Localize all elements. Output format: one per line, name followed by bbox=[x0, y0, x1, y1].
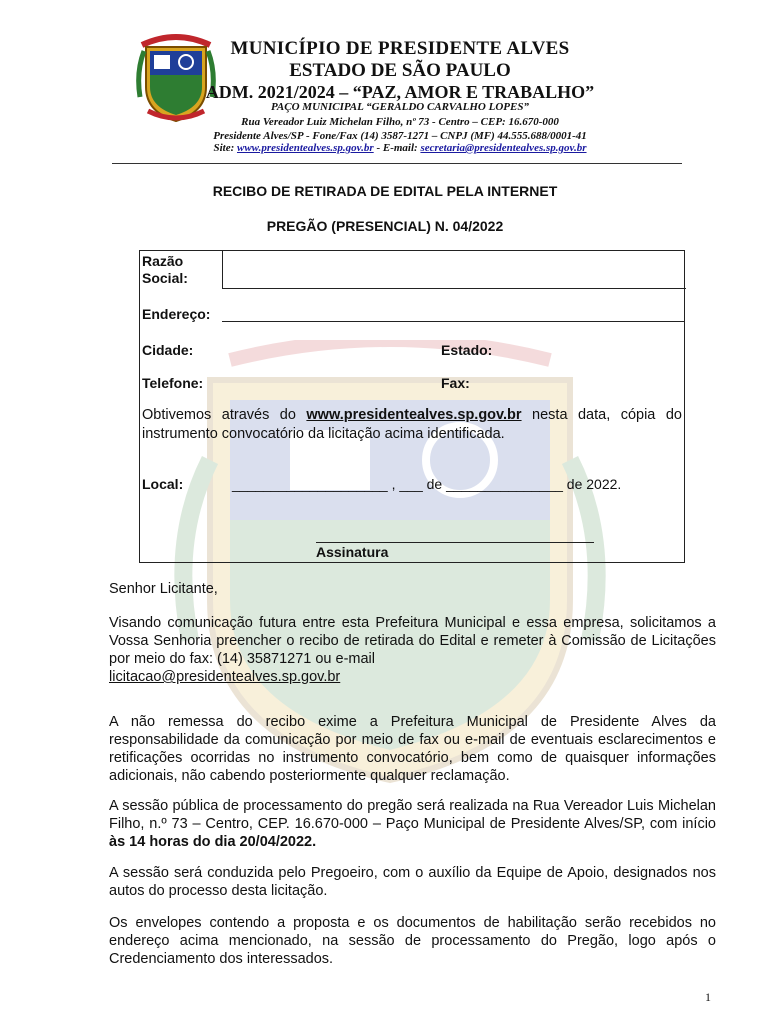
telefone-label: Telefone: bbox=[142, 375, 204, 391]
header-administration: ADM. 2021/2024 – “PAZ, AMOR E TRABALHO” bbox=[205, 82, 595, 102]
receipt-form bbox=[139, 250, 685, 563]
obtivemos-part-1: Obtivemos através do bbox=[142, 407, 307, 423]
paragraph-2: A não remessa do recibo exime a Prefeitura Municipal de Presidente Alves da responsabilidade da comunicação por meio de fax ou e-mail de eventuais esclarecimentos e retificações ocorridas no instrumento convocatório, bem como de quaisquer informações adicionais, não cabendo posteriormente qualquer reclamação. bbox=[109, 714, 716, 784]
email-link[interactable]: secretaria@presidentealves.sp.gov.br bbox=[420, 142, 587, 154]
razao-social-label-2: Social: bbox=[142, 270, 188, 286]
licitacao-email-link[interactable]: licitacao@presidentealves.sp.gov.br bbox=[109, 669, 341, 685]
paragraph-4: A sessão será conduzida pelo Pregoeiro, com o auxílio da Equipe de Apoio, designados nos autos do processo desta licitação. bbox=[109, 865, 716, 899]
paragraph-3 bbox=[109, 797, 716, 851]
endereco-label: Endereço: bbox=[142, 306, 211, 322]
header-address: Rua Vereador Luiz Michelan Filho, nº 73 - Centro – CEP: 16.670-000 bbox=[241, 116, 559, 128]
header-state: ESTADO DE SÃO PAULO bbox=[289, 60, 511, 81]
obtivemos-part-2: nesta data, cópia do instrumento convocatório da licitação acima identificada. bbox=[142, 407, 682, 442]
header-municipality: MUNICÍPIO DE PRESIDENTE ALVES bbox=[230, 38, 570, 59]
fax-label: Fax: bbox=[441, 375, 470, 391]
assinatura-label: Assinatura bbox=[316, 544, 389, 560]
local-row bbox=[142, 476, 682, 492]
site-label: Site: bbox=[213, 142, 237, 154]
site-link[interactable]: www.presidentealves.sp.gov.br bbox=[237, 142, 374, 154]
obtivemos-text bbox=[142, 406, 682, 444]
paragraph-5: Os envelopes contendo a proposta e os documentos de habilitação serão recebidos no endereço acima mencionado, na sessão de processamento do Pregão, logo após o Credenciamento dos interessados. bbox=[109, 915, 716, 967]
paragraph-1-text: Visando comunicação futura entre esta Prefeitura Municipal e essa empresa, solicitamos a Vossa Senhoria preencher o recibo de retirada do Edital e remeter à Comissão de Licitações por meio do fax: (14) 35871271 ou e-mail bbox=[109, 615, 716, 667]
salutation: Senhor Licitante, bbox=[109, 581, 218, 597]
paragraph-1 bbox=[109, 614, 716, 686]
obtivemos-link[interactable]: www.presidentealves.sp.gov.br bbox=[306, 407, 522, 423]
header-divider bbox=[112, 163, 682, 164]
paragraph-3-text: A sessão pública de processamento do pregão será realizada na Rua Vereador Luis Michelan Filho, n.º 73 – Centro, CEP. 16.670-000 – Paço Municipal de Presidente Alves/SP, com início bbox=[109, 798, 716, 832]
endereco-field[interactable] bbox=[222, 321, 685, 322]
header-contact: Presidente Alves/SP - Fone/Fax (14) 3587-1271 – CNPJ (MF) 44.555.688/0001-41 bbox=[213, 130, 587, 142]
document-title: RECIBO DE RETIRADA DE EDITAL PELA INTERNET bbox=[212, 183, 558, 199]
razao-social-field[interactable] bbox=[222, 251, 686, 289]
email-label: - E-mail: bbox=[373, 142, 421, 154]
paragraph-3-bold: às 14 horas do dia 20/04/2022. bbox=[109, 834, 317, 850]
signature-line[interactable] bbox=[316, 542, 594, 543]
header-paco-municipal: PAÇO MUNICIPAL “GERALDO CARVALHO LOPES” bbox=[271, 101, 529, 113]
document-subtitle: PREGÃO (PRESENCIAL) N. 04/2022 bbox=[266, 218, 504, 234]
local-label: Local: bbox=[142, 476, 184, 492]
header-site-email bbox=[130, 142, 670, 154]
local-date-blank[interactable]: ____________________ , ___ de _______________ de 2022. bbox=[232, 476, 622, 492]
razao-social-label-1: Razão bbox=[142, 253, 184, 269]
cidade-label: Cidade: bbox=[142, 342, 194, 358]
page-number: 1 bbox=[705, 990, 711, 1004]
estado-label: Estado: bbox=[441, 342, 493, 358]
